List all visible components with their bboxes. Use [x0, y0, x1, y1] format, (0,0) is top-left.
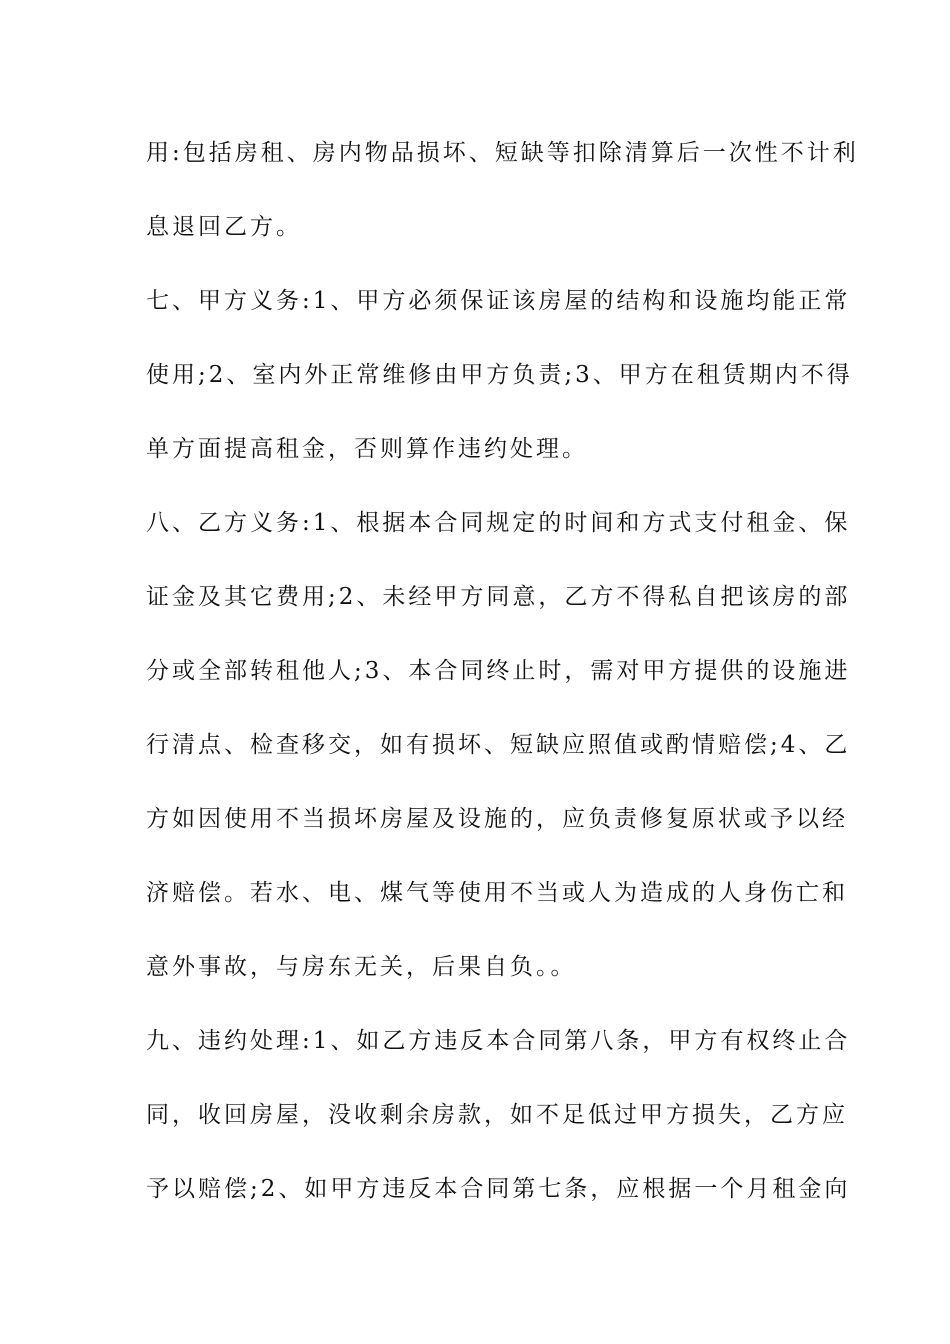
- text-line: 九、违约处理:1、如乙方违反本合同第八条，甲方有权终止合: [146, 1028, 851, 1054]
- text-line: 意外事故，与房东无关，后果自负。。: [146, 954, 577, 980]
- text-line: 息退回乙方。: [146, 214, 302, 240]
- text-line: 分或全部转租他人;3、本合同终止时，需对甲方提供的设施进: [146, 658, 851, 684]
- contract-text: [146, 130, 859, 1240]
- text-line: 八、乙方义务:1、根据本合同规定的时间和方式支付租金、保: [146, 510, 851, 536]
- text-line: 济赔偿。若水、电、煤气等使用不当或人为造成的人身伤亡和: [146, 880, 848, 906]
- text-line: 方如因使用不当损坏房屋及设施的，应负责修复原状或予以经: [146, 806, 848, 832]
- text-line: 证金及其它费用;2、未经甲方同意，乙方不得私自把该房的部: [146, 584, 851, 610]
- text-line: 同，收回房屋，没收剩余房款，如不足低过甲方损失，乙方应: [146, 1102, 848, 1128]
- text-line: 单方面提高租金，否则算作违约处理。: [146, 436, 588, 462]
- text-line: 使用;2、室内外正常维修由甲方负责;3、甲方在租赁期内不得: [146, 362, 853, 388]
- text-line: 用:包括房租、房内物品损坏、短缺等扣除清算后一次性不计利: [146, 140, 859, 166]
- text-line: 行清点、检查移交，如有损坏、短缺应照值或酌情赔偿;4、乙: [146, 732, 851, 758]
- text-line: 七、甲方义务:1、甲方必须保证该房屋的结构和设施均能正常: [146, 288, 851, 314]
- text-line: 予以赔偿;2、如甲方违反本合同第七条，应根据一个月租金向: [146, 1176, 851, 1202]
